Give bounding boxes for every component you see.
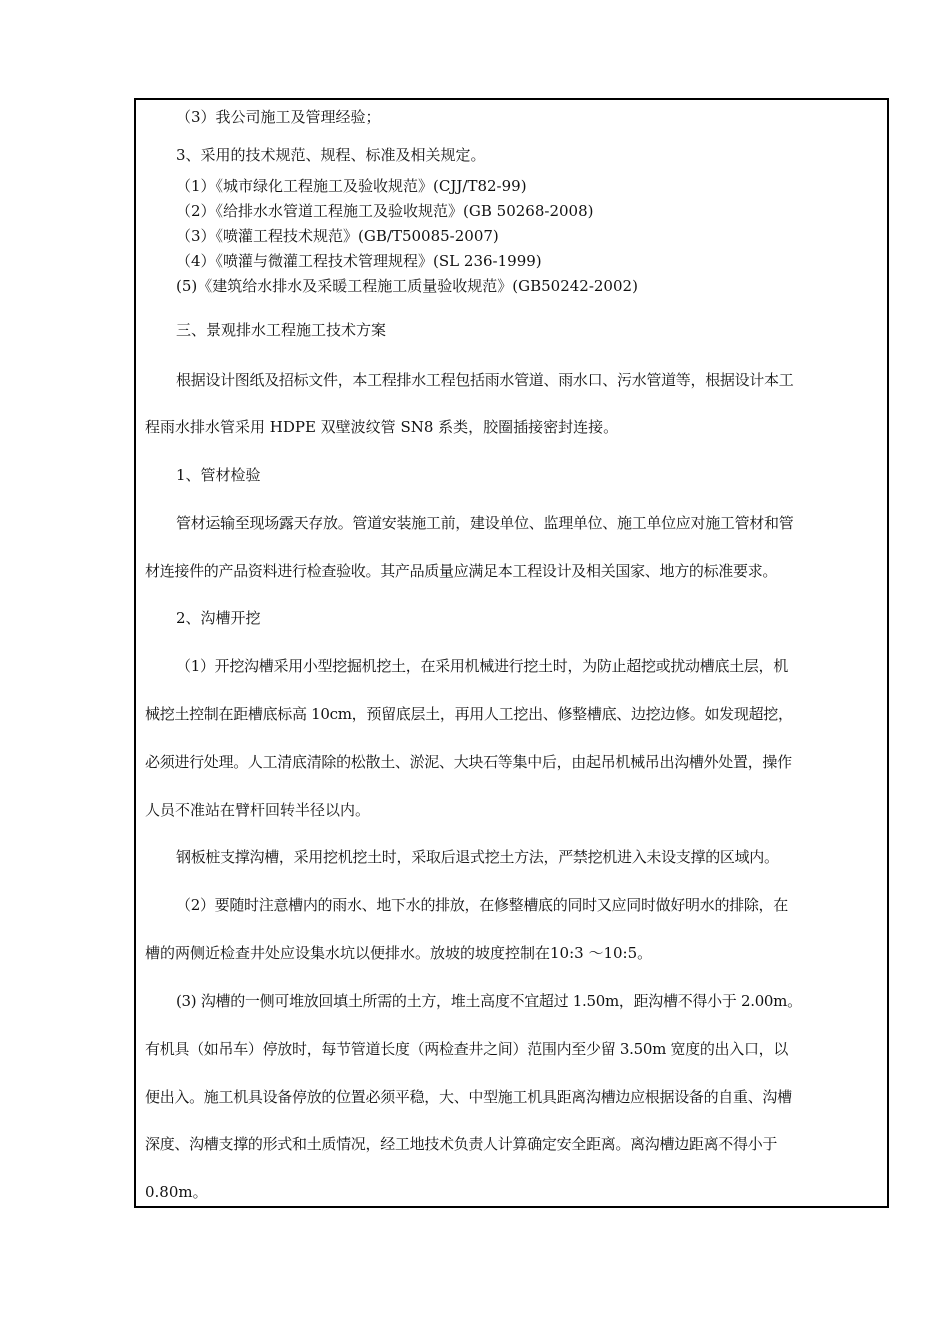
paragraph-line: 械挖土控制在距槽底标高 10cm，预留底层土，再用人工挖出、修整槽底、边挖边修。如发现超挖， (145, 705, 793, 723)
paragraph-line: 必须进行处理。人工清底清除的松散土、淤泥、大块石等集中后，由起吊机械吊出沟槽外处置，操作 (145, 753, 792, 771)
subsection-heading: 1、管材检验 (176, 466, 261, 484)
subsection-heading: 2、沟槽开挖 (176, 609, 261, 627)
list-item: （1）《城市绿化工程施工及验收规范》(CJJ/T82-99) (176, 177, 527, 195)
list-item: （3）《喷灌工程技术规范》(GB/T50085-2007) (176, 227, 499, 245)
paragraph-line: 人员不准站在臂杆回转半径以内。 (145, 801, 371, 819)
paragraph-line: 槽的两侧近检查井处应设集水坑以便排水。放坡的坡度控制在10:3 ～10:5。 (145, 944, 653, 962)
paragraph-line: （2）要随时注意槽内的雨水、地下水的排放，在修整槽底的同时又应同时做好明水的排除，在 (176, 896, 788, 914)
list-item: (5)《建筑给水排水及采暖工程施工质量验收规范》(GB50242-2002) (176, 277, 638, 295)
paragraph-line: 0.80m。 (145, 1183, 208, 1201)
paragraph-line: 钢板桩支撑沟槽，采用挖机挖土时，采取后退式挖土方法，严禁挖机进入未设支撑的区域内。 (176, 848, 779, 866)
paragraph-line: 程雨水排水管采用 HDPE 双壁波纹管 SN8 系类，胶圈插接密封连接。 (145, 418, 619, 436)
paragraph-line: 管材运输至现场露天存放。管道安装施工前，建设单位、监理单位、施工单位应对施工管材和管 (176, 514, 794, 532)
paragraph-line: (3) 沟槽的一侧可堆放回填土所需的土方，堆土高度不宜超过 1.50m，距沟槽不得小于 2.00m。 (176, 992, 802, 1010)
paragraph-line: 材连接件的产品资料进行检查验收。其产品质量应满足本工程设计及相关国家、地方的标准要求。 (145, 562, 778, 580)
list-item: （4）《喷灌与微灌工程技术管理规程》(SL 236-1999) (176, 252, 542, 270)
paragraph-line: 深度、沟槽支撑的形式和土质情况，经工地技术负责人计算确定安全距离。离沟槽边距离不得小于 (145, 1135, 778, 1153)
section-heading: 三、景观排水工程施工技术方案 (176, 321, 387, 339)
paragraph-line: 便出入。施工机具设备停放的位置必须平稳，大、中型施工机具距离沟槽边应根据设备的自重、沟槽 (145, 1088, 792, 1106)
paragraph-line: 有机具（如吊车）停放时，每节管道长度（两检查井之间）范围内至少留 3.50m 宽度的出入口，以 (145, 1040, 789, 1058)
section-heading: 3、采用的技术规范、规程、标准及相关规定。 (176, 146, 486, 164)
paragraph-line: （1）开挖沟槽采用小型挖掘机挖土，在采用机械进行挖土时，为防止超挖或扰动槽底土层，机 (176, 657, 788, 675)
paragraph-line: 根据设计图纸及招标文件，本工程排水工程包括雨水管道、雨水口、污水管道等，根据设计本工 (176, 371, 794, 389)
text-line: （3）我公司施工及管理经验； (176, 108, 381, 126)
list-item: （2）《给排水水管道工程施工及验收规范》(GB 50268-2008) (176, 202, 594, 220)
